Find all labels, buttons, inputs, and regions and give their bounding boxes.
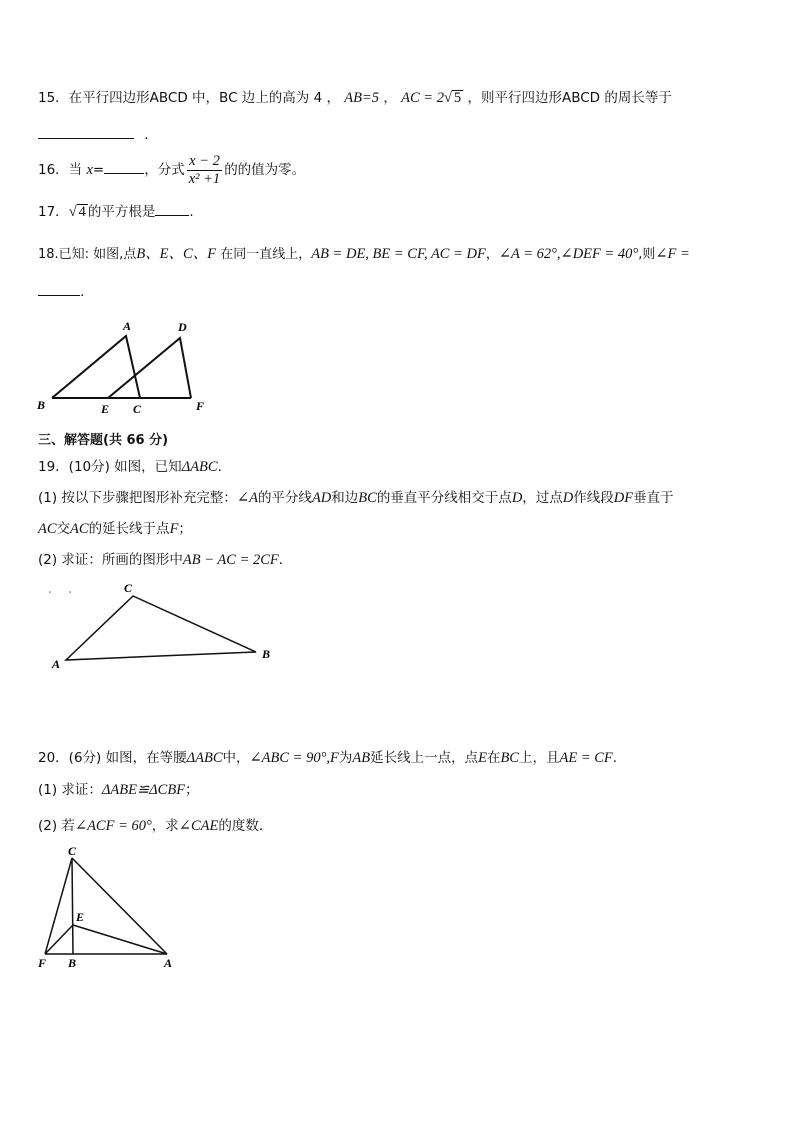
q15-ab: AB=5 xyxy=(344,90,380,106)
q18-answer-blank[interactable] xyxy=(38,283,80,296)
q15-sep2: ， xyxy=(383,90,397,106)
question-20-part-1 xyxy=(38,781,199,799)
q20-p2-e: 的度数． xyxy=(218,818,273,834)
q20-p1-c: ； xyxy=(185,782,199,798)
fig20-segment-cb xyxy=(72,858,73,954)
q17-answer-blank[interactable] xyxy=(155,203,189,216)
q15-text-a: 15．在平行四边形ABCD 中，BC 边上的高为 xyxy=(38,90,310,106)
question-18 xyxy=(38,245,690,264)
fig19-stray-dot-2 xyxy=(69,591,71,593)
figure-19-triangle xyxy=(44,580,284,675)
q16-eq: = xyxy=(92,162,105,178)
q18-text-a: 18.已知: 如图,点 xyxy=(38,247,137,262)
q20-head-m: . xyxy=(612,750,618,766)
fig18-label-a: A xyxy=(123,319,132,333)
q16-text-b: ，分式 xyxy=(144,162,185,178)
q20-p1-a: (1) 求证： xyxy=(38,782,102,798)
fig20-label-a: A xyxy=(164,956,173,970)
q15-ac-root: 5 xyxy=(453,90,462,106)
q19-p1b-b: 交 xyxy=(56,521,71,537)
fig19-triangle-abc xyxy=(66,596,256,660)
question-19 xyxy=(38,458,231,476)
question-15-answer xyxy=(38,126,158,144)
fig20-label-c: C xyxy=(68,844,77,858)
q20-head-l: AE = CF xyxy=(559,750,613,766)
q19-p1-c: 的平分线 xyxy=(257,490,312,506)
fig19-label-a: A xyxy=(52,657,61,671)
q19-p1-a: (1) 按以下步骤把图形补充完整： xyxy=(38,490,237,506)
q17-text-a: 17． xyxy=(38,204,69,220)
question-16 xyxy=(38,151,305,189)
q17-root: 4 xyxy=(78,204,86,220)
q19-p1-l: DF xyxy=(613,490,634,506)
q19-p1-e: 和边 xyxy=(331,490,359,506)
q19-p1b-c: AC xyxy=(70,521,89,537)
q20-head-i: 在 xyxy=(486,750,501,766)
q16-denominator: x² +1 xyxy=(188,170,221,187)
fig20-label-e: E xyxy=(76,910,85,924)
q17-end: . xyxy=(189,204,194,220)
question-20 xyxy=(38,749,617,767)
q20-head-a: 20．(6分) 如图，在等腰 xyxy=(38,750,187,766)
q15-sep1: ， xyxy=(326,90,340,106)
fig18-label-b: B xyxy=(37,398,46,412)
q19-p1b-a: AC xyxy=(38,521,57,537)
q16-answer-blank[interactable] xyxy=(104,161,144,174)
q18-conditions: AB = DE, BE = CF, AC = DF xyxy=(311,246,486,262)
figure-20-triangles xyxy=(30,843,190,973)
q16-numerator: x − 2 xyxy=(187,153,222,171)
q20-p2-c: ，求 xyxy=(151,818,179,834)
q20-head-g: 延长线上一点，点 xyxy=(370,750,479,766)
fig19-label-b: B xyxy=(262,647,271,661)
fig18-triangle-abc xyxy=(52,336,140,398)
q15-height: 4 xyxy=(313,90,323,106)
q15-radical-sign: √ xyxy=(443,90,452,106)
figure-18-triangles xyxy=(30,314,220,414)
q19-p1-h: D xyxy=(511,490,523,506)
q15-answer-blank[interactable] xyxy=(38,126,134,139)
fig18-label-c: C xyxy=(133,402,142,414)
question-20-part-2 xyxy=(38,817,272,835)
q19-p2-a: (2) 求证：所画的图形中 xyxy=(38,552,183,568)
q19-p1-b: ∠A xyxy=(236,490,258,506)
question-19-part-1 xyxy=(38,489,674,507)
q20-head-k: 上，且 xyxy=(518,750,560,766)
q19-head: 19．(10分) 如图，已知 xyxy=(38,459,182,475)
section-3-heading: 三、解答题(共 66 分) xyxy=(38,433,169,448)
q18-end: . xyxy=(80,284,85,300)
q19-p1-g: 的垂直平分线相交于点 xyxy=(376,490,512,506)
fig20-label-f: F xyxy=(38,956,47,970)
q19-p1b-d: 的延长线于点 xyxy=(88,521,170,537)
q19-p1-j: D xyxy=(562,490,574,506)
fig19-stray-dot xyxy=(49,591,51,593)
q19-p2-b: AB − AC = 2CF xyxy=(182,552,279,568)
q19-p1-k: 作线段 xyxy=(573,490,614,506)
q20-head-b: ΔABC xyxy=(186,750,223,766)
q20-head-c: 中， xyxy=(222,750,250,766)
q15-ac: AC = 2 xyxy=(401,90,444,106)
q16-text-a: 16．当 xyxy=(38,162,87,178)
q18-sep: ， xyxy=(485,247,499,262)
q20-p2-d: ∠CAE xyxy=(178,818,219,834)
q18-text-c: ,则 xyxy=(638,247,656,262)
q18-ask: ∠F = xyxy=(655,246,690,262)
q18-text-b: 在同一直线上， xyxy=(216,247,312,262)
q20-p2-a: (2) 若 xyxy=(38,818,75,834)
q19-p2-c: ． xyxy=(278,552,293,568)
q18-angles: ∠A = 62°,∠DEF = 40° xyxy=(498,246,639,262)
q20-head-e: 为 xyxy=(338,750,353,766)
question-19-part-1-cont xyxy=(38,520,192,538)
q19-p1-i: ，过点 xyxy=(522,490,563,506)
q19-head-end: ． xyxy=(217,459,232,475)
question-19-part-2 xyxy=(38,551,292,569)
q17-radical-sign: √ xyxy=(68,204,77,220)
fig18-label-d: D xyxy=(178,320,187,334)
q20-p1-b: ΔABE≌ΔCBF xyxy=(101,782,186,798)
question-15 xyxy=(38,89,672,107)
q20-head-j: BC xyxy=(500,750,519,766)
q15-end: ． xyxy=(144,127,158,143)
q20-head-f: AB xyxy=(352,750,371,766)
fig19-label-c: C xyxy=(124,581,133,595)
q19-p1b-f: ； xyxy=(178,521,192,537)
q19-triangle: ΔABC xyxy=(181,459,218,475)
q20-head-d: ∠ABC = 90°,F xyxy=(249,750,339,766)
q19-p1b-e: F xyxy=(169,521,179,537)
q20-head-h: E xyxy=(478,750,487,766)
q19-p1-d: AD xyxy=(311,490,332,506)
fig20-label-b: B xyxy=(68,956,77,970)
question-18-answer xyxy=(38,283,84,301)
q19-p1-f: BC xyxy=(358,490,377,506)
question-17 xyxy=(38,203,194,221)
q19-p1-m: 垂直于 xyxy=(633,490,674,506)
q16-fraction xyxy=(187,153,222,188)
q16-var: x xyxy=(86,162,93,178)
q17-text-b: 的平方根是 xyxy=(87,204,156,220)
fig18-label-f: F xyxy=(196,399,205,413)
q18-points: B、E、C、F xyxy=(136,246,217,262)
q15-text-b: ，则平行四边形ABCD 的周长等于 xyxy=(467,90,672,106)
q20-p2-b: ∠ACF = 60° xyxy=(74,818,152,834)
q16-text-c: 的的值为零。 xyxy=(224,162,306,178)
fig18-triangle-def xyxy=(108,338,191,398)
fig18-label-e: E xyxy=(101,402,110,414)
